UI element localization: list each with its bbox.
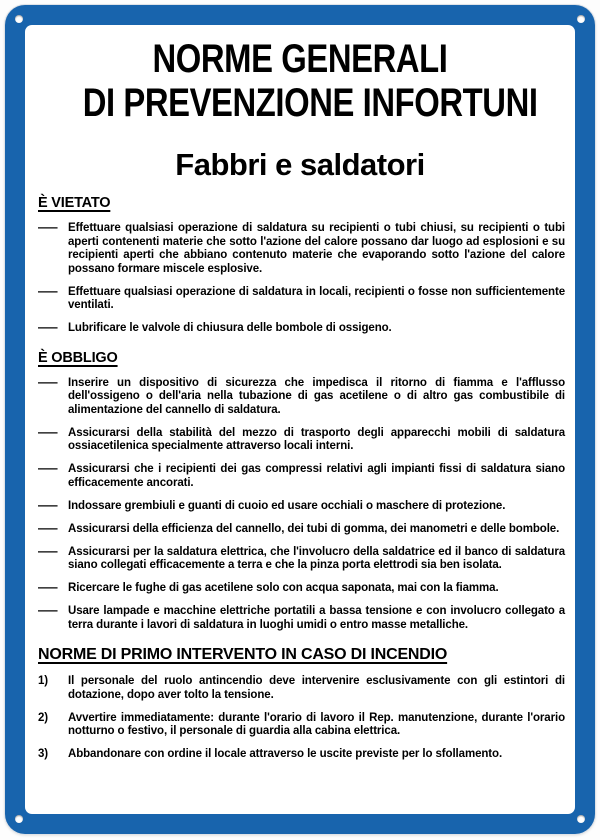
dash-bullet: —	[38, 522, 58, 535]
dash-bullet: —	[38, 285, 58, 298]
rule-item	[38, 463, 565, 490]
rule-item-text: Lubrificare le valvole di chiusura delle bombole di ossigeno.	[68, 322, 392, 334]
sign-title	[35, 37, 565, 125]
section-obbligo	[35, 350, 565, 633]
dash-bullet: —	[38, 545, 58, 558]
mounting-hole-bottom-left	[15, 815, 23, 823]
rule-item	[38, 377, 565, 418]
sign-title-line-2: DI PREVENZIONE INFORTUNI	[82, 81, 538, 125]
section-primo-intervento	[35, 646, 565, 762]
mounting-hole-bottom-right	[577, 815, 585, 823]
rule-item	[38, 523, 565, 537]
section-heading-primo-intervento: NORME DI PRIMO INTERVENTO IN CASO DI INCENDIO	[38, 646, 448, 663]
item-number: 1)	[38, 675, 49, 687]
rule-item	[38, 712, 565, 739]
dash-bullet: —	[38, 605, 58, 617]
dash-bullet: —	[38, 222, 58, 234]
rule-item-text: Effettuare qualsiasi operazione di saldatura su recipienti o tubi chiusi, su recipienti o tubi aperti contenenti materie che sotto l'azione del calore possano dar luogo ad esplosioni e su recipienti aperti che abbiano contenuto materie che evaporando sotto l'azione del calore possano formare miscele esplosive.	[68, 222, 565, 275]
rule-item	[38, 748, 565, 762]
rule-item	[38, 286, 565, 313]
rule-item	[38, 222, 565, 276]
rule-item-text: Assicurarsi della efficienza del cannello, dei tubi di gomma, dei manometri e delle bombole.	[68, 522, 560, 535]
section-vietato	[35, 195, 565, 336]
rule-item-text: Usare lampade e macchine elettriche portatili a bassa tensione e con involucro collegato a terra durante i lavori di saldatura in luoghi umidi o entro masse metalliche.	[68, 605, 565, 631]
sign-blue-plate	[5, 5, 595, 834]
rule-item-text: Assicurarsi che i recipienti dei gas compressi relativi agli impianti fissi di saldatura siano efficacemente ancorati.	[68, 463, 565, 489]
rule-item-text: Effettuare qualsiasi operazione di saldatura in locali, recipienti o fosse non sufficientemente ventilati.	[68, 285, 565, 311]
item-number: 2)	[38, 711, 49, 724]
dash-bullet: —	[38, 499, 58, 512]
dash-bullet: —	[38, 582, 58, 594]
mounting-hole-top-right	[577, 15, 585, 23]
rule-item	[38, 605, 565, 632]
item-number: 3)	[38, 748, 49, 760]
mounting-hole-top-left	[15, 15, 23, 23]
section-heading-obbligo: È OBBLIGO	[38, 349, 118, 366]
dash-bullet: —	[38, 426, 58, 439]
dash-bullet: —	[38, 463, 58, 475]
rule-item	[38, 675, 565, 702]
dash-bullet: —	[38, 322, 58, 334]
section-heading-vietato: È VIETATO	[38, 195, 111, 211]
rule-item	[38, 322, 565, 336]
sign-subtitle: Fabbri e saldatori	[175, 147, 425, 182]
rule-item-text: Il personale del ruolo antincendio deve intervenire esclusivamente con gli estintori di dotazione, dopo aver tolto la tensione.	[68, 675, 565, 701]
rule-item-text: Ricercare le fughe di gas acetilene solo con acqua saponata, mai con la fiamma.	[68, 582, 499, 594]
sign-title-line-1: NORME GENERALI	[152, 37, 448, 81]
rule-item-text: Assicurarsi per la saldatura elettrica, che l'involucro della saldatrice ed il banco di saldatura siano collegati efficacemente a terra e che la pinza porta elettrodi sia ben isolata.	[68, 545, 565, 571]
rule-item-text: Assicurarsi della stabilità del mezzo di trasporto degli apparecchi mobili di saldatura ossiacetilenica specialmente attraverso locali interni.	[68, 426, 565, 452]
rule-item-text: Abbandonare con ordine il locale attraverso le uscite previste per lo sfollamento.	[68, 748, 503, 760]
sign-content	[25, 25, 575, 814]
rule-item-text: Avvertire immediatamente: durante l'orario di lavoro il Rep. manutenzione, durante l'orario notturno o festivo, il personale di guardia alla cabina elettrica.	[68, 711, 565, 737]
dash-bullet: —	[38, 376, 58, 389]
rule-item-text: Inserire un dispositivo di sicurezza che impedisca il ritorno di fiamma e l'afflusso dell'ossigeno o dell'aria nella tubazione di gas acetilene o di altro gas combustibile di alimentazione del cannello di saldatura.	[68, 376, 565, 416]
rule-item-text: Indossare grembiuli e guanti di cuoio ed usare occhiali o maschere di protezione.	[68, 499, 506, 512]
sign-white-panel	[25, 25, 575, 814]
rule-item	[38, 427, 565, 454]
rule-item	[38, 582, 565, 596]
rule-item	[38, 546, 565, 573]
rule-item	[38, 500, 565, 514]
